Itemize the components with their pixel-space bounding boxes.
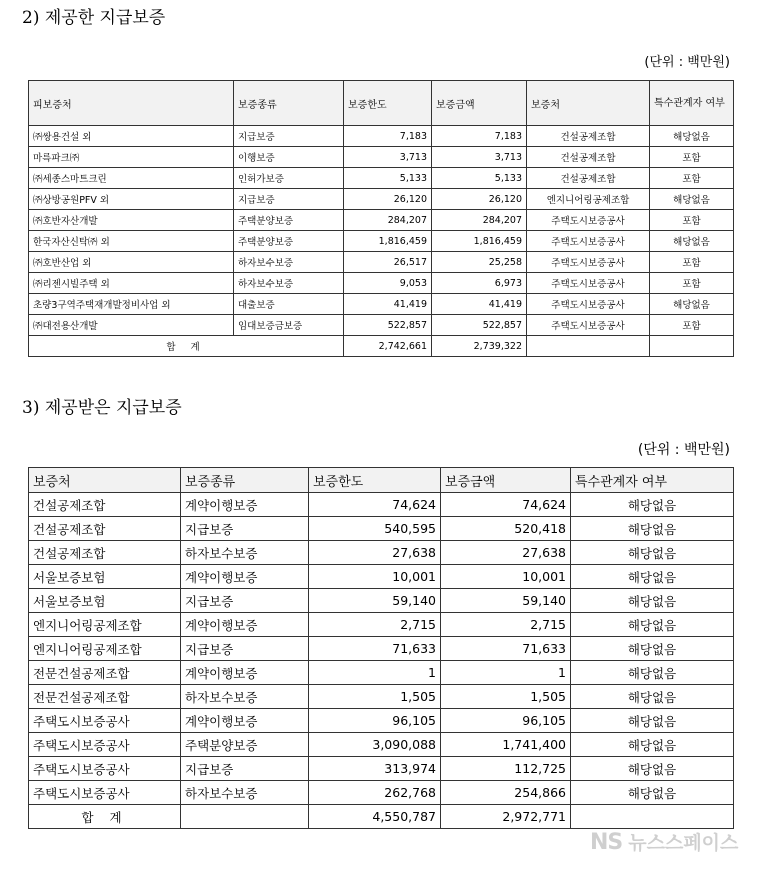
table-cell: 주택도시보증공사	[527, 273, 650, 294]
table-row	[29, 168, 734, 189]
table-cell: 합 계	[29, 336, 344, 357]
table-cell: 주택도시보증공사	[29, 757, 181, 781]
table-row	[29, 661, 734, 685]
table-cell: 284,207	[344, 210, 432, 231]
table-cell: 해당없음	[571, 685, 734, 709]
table-cell: 520,418	[441, 517, 571, 541]
unit-label: (단위 : 백만원)	[644, 55, 730, 70]
table-row	[29, 709, 734, 733]
empty-cell	[527, 336, 650, 357]
table-cell: 하자보수보증	[181, 685, 309, 709]
table-row	[29, 517, 734, 541]
table-cell: 4,550,787	[309, 805, 441, 829]
table-cell: 313,974	[309, 757, 441, 781]
table-cell: 주택도시보증공사	[527, 315, 650, 336]
watermark-text: 뉴스스페이스	[628, 832, 739, 854]
table-cell: 전문건설공제조합	[29, 661, 181, 685]
table-row	[29, 541, 734, 565]
table-cell: 1,505	[441, 685, 571, 709]
column-header: 보증처	[29, 468, 181, 493]
column-header: 피보증처	[29, 81, 234, 126]
table-cell: 59,140	[309, 589, 441, 613]
table-row	[29, 493, 734, 517]
table-cell: 10,001	[309, 565, 441, 589]
table-cell: 지급보증	[234, 126, 344, 147]
table-cell: 주택분양보증	[181, 733, 309, 757]
table-cell: 254,866	[441, 781, 571, 805]
table-cell: 6,973	[432, 273, 527, 294]
table-cell: 해당없음	[650, 231, 734, 252]
table-cell: 이행보증	[234, 147, 344, 168]
table-cell: 건설공제조합	[29, 493, 181, 517]
table-cell: 하자보수보증	[181, 541, 309, 565]
table-cell: 계약이행보증	[181, 493, 309, 517]
table-header-row	[29, 81, 734, 126]
table-cell: 계약이행보증	[181, 709, 309, 733]
table-cell: 해당없음	[650, 294, 734, 315]
table-cell: 임대보증금보증	[234, 315, 344, 336]
table-cell: 포함	[650, 168, 734, 189]
table-row	[29, 613, 734, 637]
table-header-row	[29, 468, 734, 493]
column-header: 보증금액	[432, 81, 527, 126]
table-cell: 주택도시보증공사	[29, 781, 181, 805]
table-row	[29, 126, 734, 147]
table-cell: 합 계	[29, 805, 181, 829]
table-cell: 540,595	[309, 517, 441, 541]
table-cell: 건설공제조합	[527, 168, 650, 189]
table-cell: 계약이행보증	[181, 661, 309, 685]
table-cell: 26,120	[432, 189, 527, 210]
table-cell: 주택분양보증	[234, 231, 344, 252]
table-cell: 서울보증보험	[29, 565, 181, 589]
table-cell: 1,741,400	[441, 733, 571, 757]
table-cell: 대출보증	[234, 294, 344, 315]
table-cell: 해당없음	[571, 589, 734, 613]
table-cell: 해당없음	[650, 189, 734, 210]
table-cell: ㈜쌍용건설 외	[29, 126, 234, 147]
table-cell: 해당없음	[571, 757, 734, 781]
table-cell: 1	[309, 661, 441, 685]
table-cell: 초량3구역주택재개발정비사업 외	[29, 294, 234, 315]
table-cell: 포함	[650, 147, 734, 168]
received-guarantees-table	[28, 467, 734, 829]
table-row	[29, 637, 734, 661]
column-header: 특수관계자 여부	[650, 81, 734, 126]
table-row	[29, 781, 734, 805]
table-cell: 하자보수보증	[234, 252, 344, 273]
table-cell: 27,638	[309, 541, 441, 565]
table-cell: 포함	[650, 252, 734, 273]
column-header: 보증한도	[344, 81, 432, 126]
table-row	[29, 565, 734, 589]
column-header: 보증금액	[441, 468, 571, 493]
table-cell: 해당없음	[571, 517, 734, 541]
table-row	[29, 685, 734, 709]
table-cell: 3,713	[344, 147, 432, 168]
table-cell: 522,857	[432, 315, 527, 336]
table-cell: 74,624	[309, 493, 441, 517]
table-cell: 해당없음	[571, 493, 734, 517]
table-cell: ㈜세종스마트크린	[29, 168, 234, 189]
table-row	[29, 189, 734, 210]
table-cell: 41,419	[432, 294, 527, 315]
table-cell: 59,140	[441, 589, 571, 613]
table-cell: 하자보수보증	[181, 781, 309, 805]
unit-label: (단위 : 백만원)	[637, 442, 730, 458]
table-cell: 서울보증보험	[29, 589, 181, 613]
table-cell: 74,624	[441, 493, 571, 517]
watermark-logo: NS	[590, 830, 623, 855]
table-cell: 주택도시보증공사	[527, 210, 650, 231]
table-cell: 41,419	[344, 294, 432, 315]
table-cell: 2,972,771	[441, 805, 571, 829]
table-cell: 인허가보증	[234, 168, 344, 189]
table-cell: 계약이행보증	[181, 565, 309, 589]
table-cell: 해당없음	[571, 781, 734, 805]
table-row	[29, 294, 734, 315]
table-cell: 112,725	[441, 757, 571, 781]
table-cell: 71,633	[309, 637, 441, 661]
empty-cell	[650, 336, 734, 357]
table-cell: 1,816,459	[344, 231, 432, 252]
column-header: 보증한도	[309, 468, 441, 493]
table-cell: 포함	[650, 273, 734, 294]
table-cell: 2,739,322	[432, 336, 527, 357]
table-cell: 주택도시보증공사	[29, 733, 181, 757]
table-cell: 1,505	[309, 685, 441, 709]
table-cell: 2,715	[309, 613, 441, 637]
column-header: 보증종류	[181, 468, 309, 493]
table-cell: 262,768	[309, 781, 441, 805]
table-cell: 한국자산신탁㈜ 외	[29, 231, 234, 252]
table-row	[29, 210, 734, 231]
table-cell: 2,715	[441, 613, 571, 637]
table-cell: 9,053	[344, 273, 432, 294]
table-cell: 96,105	[441, 709, 571, 733]
table-row	[29, 147, 734, 168]
table-cell: 522,857	[344, 315, 432, 336]
table-cell: 26,120	[344, 189, 432, 210]
total-row	[29, 805, 734, 829]
table-cell: 지급보증	[181, 757, 309, 781]
table-cell: 2,742,661	[344, 336, 432, 357]
table-cell: 해당없음	[571, 709, 734, 733]
table-cell: 엔지니어링공제조합	[29, 637, 181, 661]
table-cell: ㈜리젠시빌주택 외	[29, 273, 234, 294]
table-cell: 포함	[650, 210, 734, 231]
table-row	[29, 733, 734, 757]
table-cell: 건설공제조합	[527, 126, 650, 147]
table-cell: ㈜상방공원PFV 외	[29, 189, 234, 210]
section-heading-provided-guarantees: 2) 제공한 지급보증	[22, 8, 166, 28]
table-cell: 해당없음	[650, 126, 734, 147]
table-cell: 주택분양보증	[234, 210, 344, 231]
empty-cell	[181, 805, 309, 829]
table-cell: 건설공제조합	[29, 517, 181, 541]
table-cell: 주택도시보증공사	[527, 252, 650, 273]
table-cell: 엔지니어링공제조합	[29, 613, 181, 637]
table-row	[29, 231, 734, 252]
column-header: 보증종류	[234, 81, 344, 126]
table-cell: 지급보증	[181, 637, 309, 661]
table-cell: 5,133	[432, 168, 527, 189]
newsspace-watermark	[590, 828, 738, 855]
table-cell: 건설공제조합	[527, 147, 650, 168]
table-cell: 25,258	[432, 252, 527, 273]
table-cell: 엔지니어링공제조합	[527, 189, 650, 210]
table-row	[29, 757, 734, 781]
table-cell: ㈜호반산업 외	[29, 252, 234, 273]
table-cell: 1,816,459	[432, 231, 527, 252]
table-cell: 26,517	[344, 252, 432, 273]
table-cell: 지급보증	[181, 517, 309, 541]
table-row	[29, 589, 734, 613]
table-cell: 포함	[650, 315, 734, 336]
section-heading-received-guarantees: 3) 제공받은 지급보증	[22, 398, 182, 418]
table-cell: 1	[441, 661, 571, 685]
table-cell: 하자보수보증	[234, 273, 344, 294]
table-cell: 7,183	[432, 126, 527, 147]
table-cell: 7,183	[344, 126, 432, 147]
table-cell: 해당없음	[571, 733, 734, 757]
table-row	[29, 315, 734, 336]
table-cell: 해당없음	[571, 661, 734, 685]
table-cell: 27,638	[441, 541, 571, 565]
table-cell: 해당없음	[571, 613, 734, 637]
table-cell: 3,713	[432, 147, 527, 168]
table-cell: 284,207	[432, 210, 527, 231]
table-row	[29, 273, 734, 294]
table-cell: 주택도시보증공사	[527, 231, 650, 252]
table-cell: ㈜호반자산개발	[29, 210, 234, 231]
table-row	[29, 252, 734, 273]
table-cell: 71,633	[441, 637, 571, 661]
table-cell: 96,105	[309, 709, 441, 733]
table-cell: ㈜대전용산개발	[29, 315, 234, 336]
table-cell: 해당없음	[571, 565, 734, 589]
table-cell: 3,090,088	[309, 733, 441, 757]
table-cell: 해당없음	[571, 541, 734, 565]
table-cell: 마륵파크㈜	[29, 147, 234, 168]
total-row	[29, 336, 734, 357]
table-cell: 주택도시보증공사	[527, 294, 650, 315]
table-cell: 5,133	[344, 168, 432, 189]
table-cell: 지급보증	[181, 589, 309, 613]
column-header: 특수관계자 여부	[571, 468, 734, 493]
table-cell: 10,001	[441, 565, 571, 589]
table-cell: 주택도시보증공사	[29, 709, 181, 733]
table-cell: 전문건설공제조합	[29, 685, 181, 709]
empty-cell	[571, 805, 734, 829]
table-cell: 해당없음	[571, 637, 734, 661]
table-cell: 계약이행보증	[181, 613, 309, 637]
provided-guarantees-table	[28, 80, 734, 357]
table-cell: 지급보증	[234, 189, 344, 210]
column-header: 보증처	[527, 81, 650, 126]
table-cell: 건설공제조합	[29, 541, 181, 565]
